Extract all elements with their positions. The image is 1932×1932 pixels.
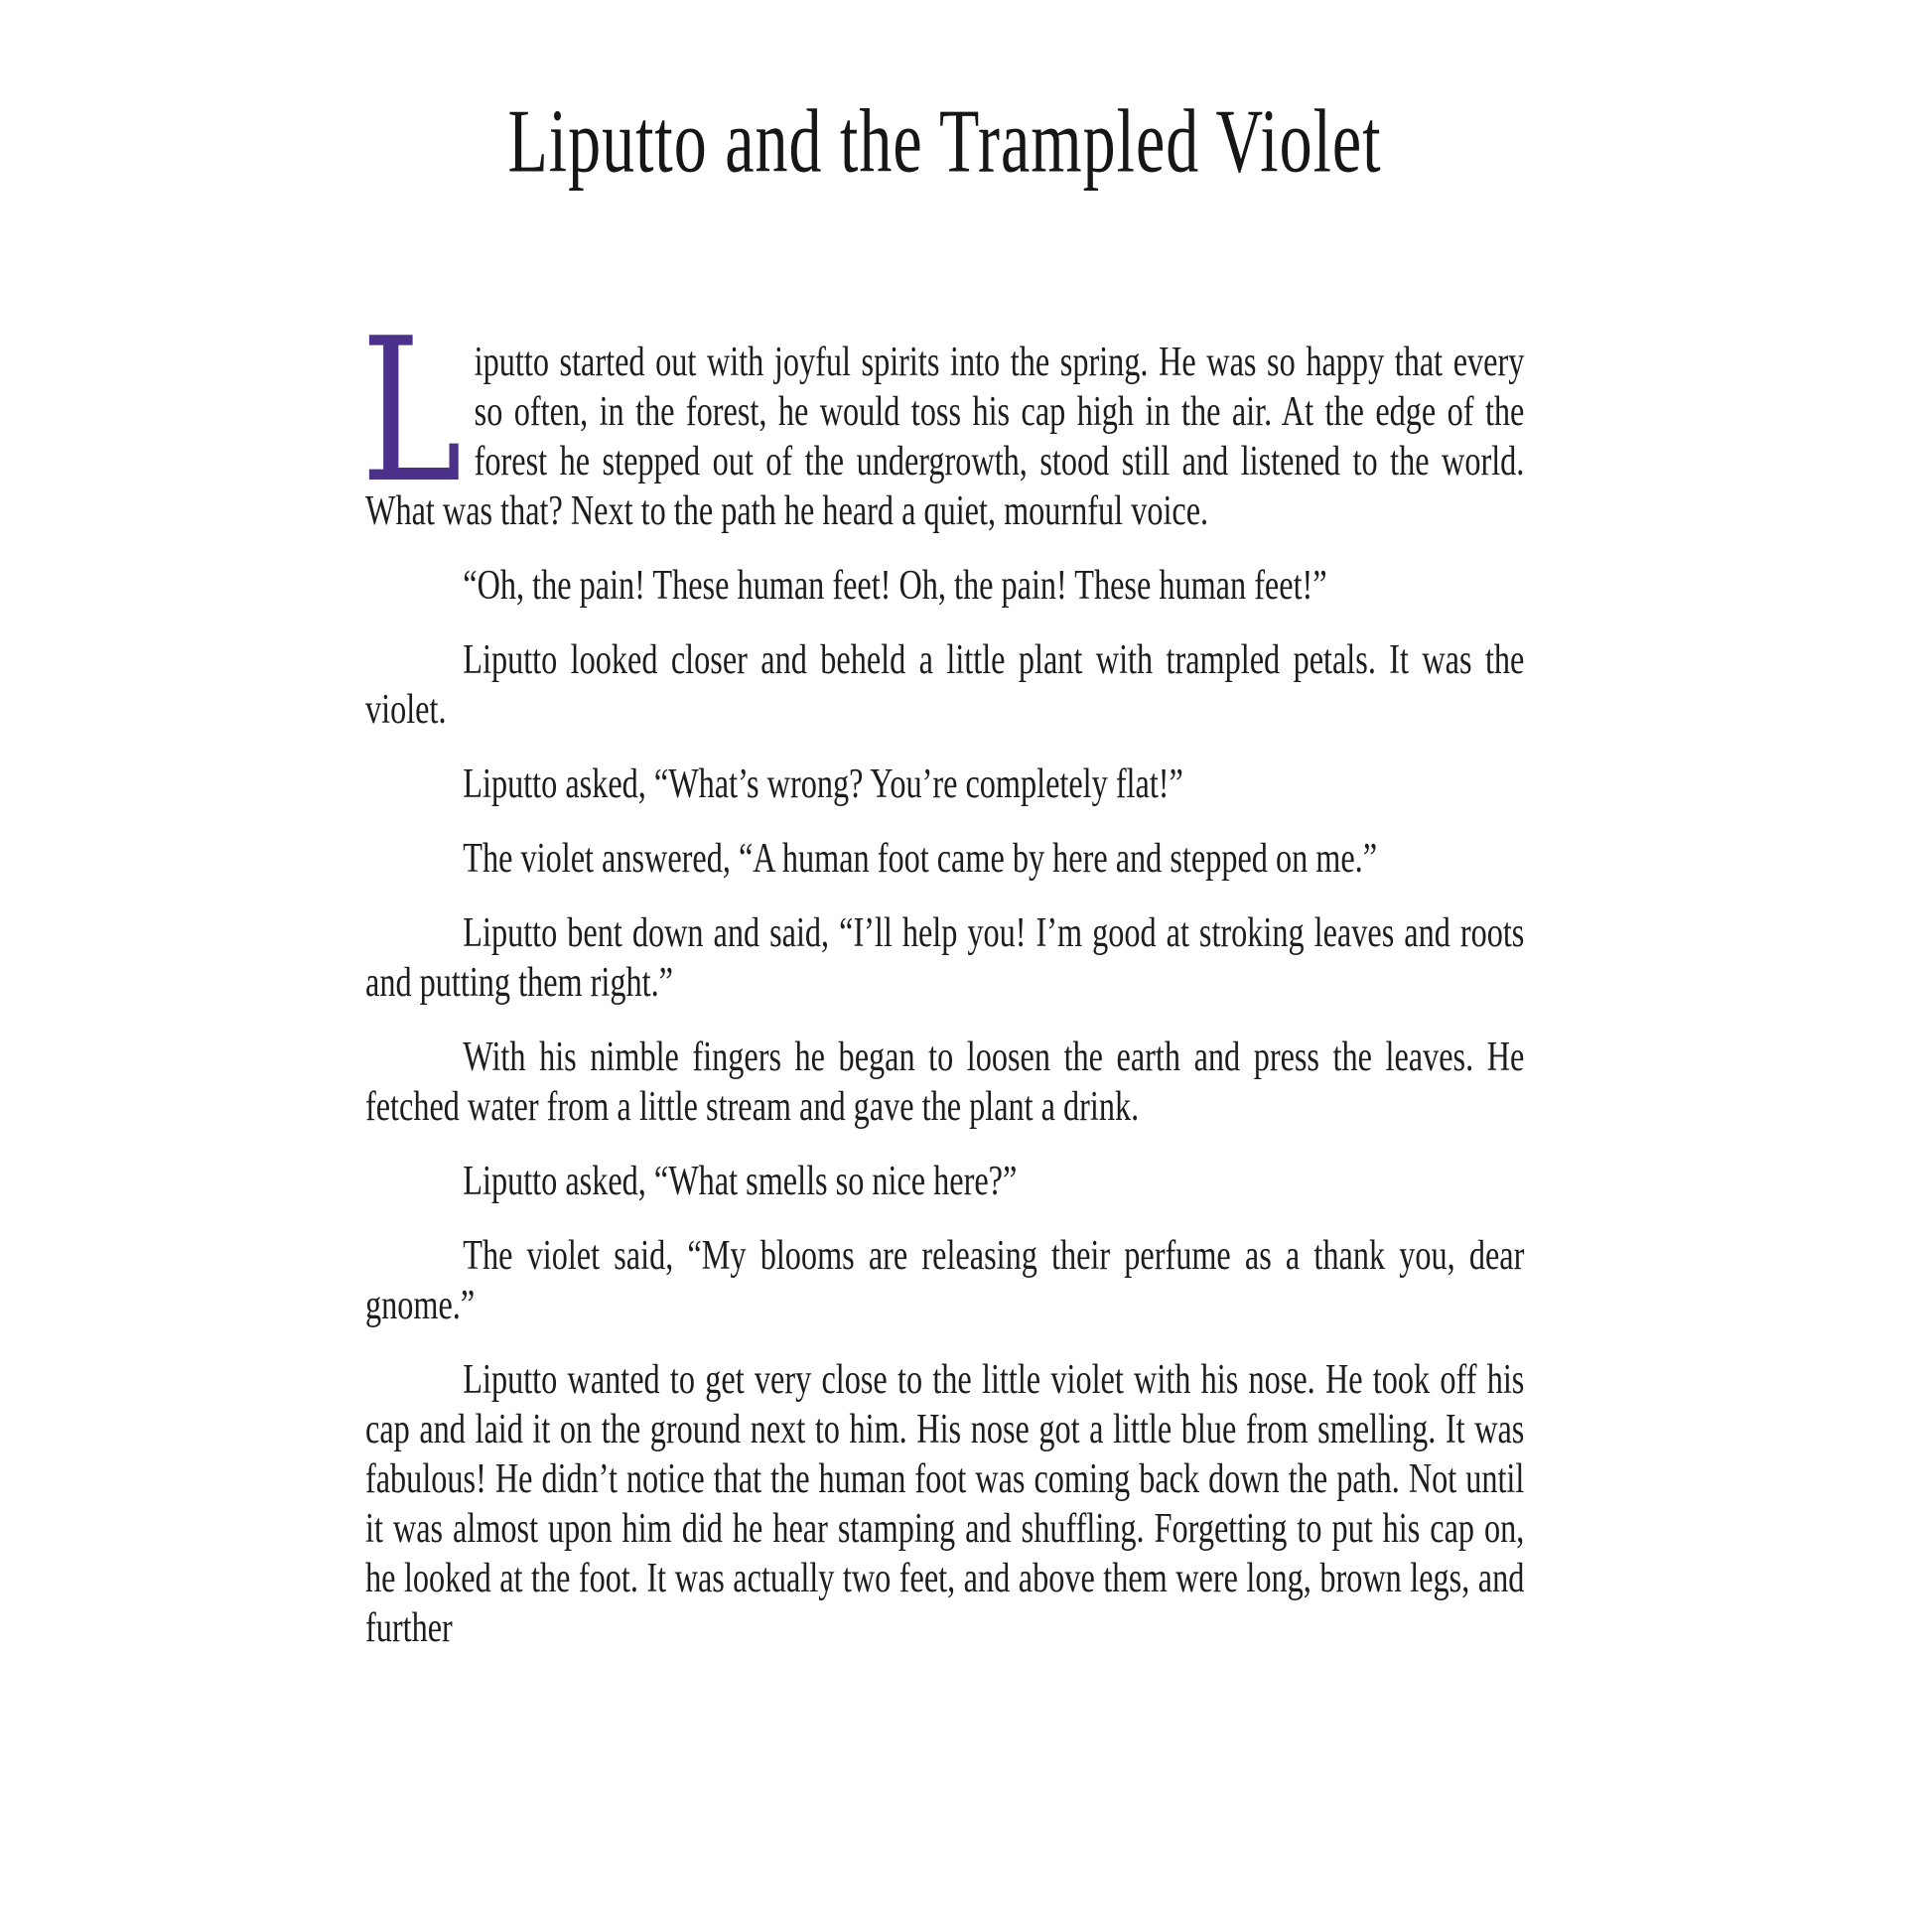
paragraph: Liputto bent down and said, “I’ll help you! I’m good at stroking leaves and roots and putting them right.” <box>365 910 1525 1006</box>
chapter-title: Liputto and the Trampled Violet <box>507 91 1382 193</box>
text-column <box>360 0 1525 1653</box>
paragraph: Liputto wanted to get very close to the little violet with his nose. He took off his cap and laid it on the ground next to him. His nose got a little blue from smelling. It was fabulous! He didn’t notice that the human foot was coming back down the path. Not until it was almost upon him did he hear stamping and shuffling. Forgetting to put his cap on, he looked at the foot. It was actually two feet, and above them were long, brown legs, and further <box>365 1357 1525 1651</box>
story-body-wrap <box>360 296 1525 1653</box>
paragraph: Liputto asked, “What smells so nice here?” <box>463 1159 1018 1204</box>
paragraph: With his nimble fingers he began to loosen the earth and press the leaves. He fetched water from a little stream and gave the plant a drink. <box>365 1035 1525 1130</box>
paragraph: “Oh, the pain! These human feet! Oh, the pain! These human feet!” <box>463 563 1327 609</box>
paragraph-text: iputto started out with joyful spirits into the spring. He was so happy that every so often, in the forest, he would toss his cap high in the air. At the edge of the forest he stepped out of the undergrowth, stood still and listened to the world. What was that? Next to the path he heard a quiet, mournful voice. <box>365 340 1525 534</box>
paragraph: Liputto looked closer and beheld a little plant with trampled petals. It was the violet. <box>365 637 1525 733</box>
story-body <box>360 296 1525 1653</box>
paragraph: Liputto asked, “What’s wrong? You’re completely flat!” <box>463 761 1183 807</box>
drop-cap-letter: L <box>360 296 463 527</box>
paragraph <box>360 296 1525 536</box>
paragraph: The violet answered, “A human foot came by here and stepped on me.” <box>463 836 1378 882</box>
chapter-title-block <box>365 0 1524 238</box>
paragraph: The violet said, “My blooms are releasing their perfume as a thank you, dear gnome.” <box>365 1233 1525 1328</box>
